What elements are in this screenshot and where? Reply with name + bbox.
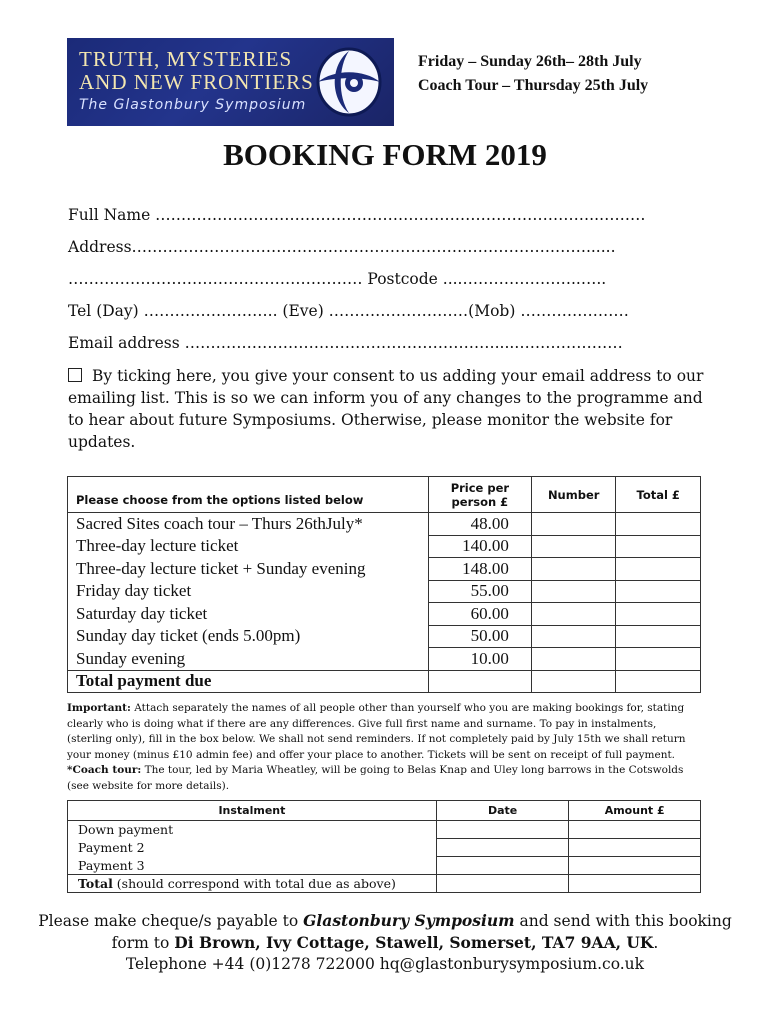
price-header: Price per person £ bbox=[428, 477, 531, 513]
option-number-cell[interactable] bbox=[531, 648, 616, 671]
payment-instructions bbox=[0, 910, 770, 975]
contact-details: Telephone +44 (0)1278 722000 hq@glastonburysymposium.co.uk bbox=[125, 955, 645, 973]
instalment-label: Payment 2 bbox=[68, 839, 437, 857]
instalment-date-cell[interactable] bbox=[436, 839, 569, 857]
option-number-cell[interactable] bbox=[531, 558, 616, 581]
symposium-dates: Friday – Sunday 26th– 28th July bbox=[418, 53, 642, 70]
consent-checkbox[interactable] bbox=[68, 368, 82, 382]
consent-text: By ticking here, you give your consent to us adding your email address to our emailing list. This is so we can inform you of any changes to the programme and to hear about future Symposiums. Otherwise, please monitor the website for updates. bbox=[68, 367, 704, 451]
option-total-cell[interactable] bbox=[616, 580, 701, 603]
logo-line-3: The Glastonbury Symposium bbox=[79, 97, 307, 113]
option-price: 50.00 bbox=[428, 625, 531, 648]
table-row bbox=[68, 535, 701, 558]
footer-line-1 bbox=[0, 910, 770, 932]
option-label: Sacred Sites coach tour – Thurs 26thJuly* bbox=[68, 513, 429, 536]
footer-text: form to bbox=[111, 934, 175, 952]
option-label: Saturday day ticket bbox=[68, 603, 429, 626]
full-name-field[interactable]: Full Name …………………………………………………………………………..……… bbox=[68, 206, 646, 224]
option-total-cell[interactable] bbox=[616, 558, 701, 581]
postal-address: Di Brown, Ivy Cottage, Stawell, Somerset, TA7 9AA, UK bbox=[174, 933, 654, 952]
table-row bbox=[68, 839, 701, 857]
total-price-cell bbox=[428, 670, 531, 693]
table-row bbox=[68, 821, 701, 839]
coach-tour-lead: *Coach tour: bbox=[67, 764, 142, 776]
instalment-total-date-cell[interactable] bbox=[436, 875, 569, 893]
page-title: BOOKING FORM 2019 bbox=[223, 137, 547, 172]
option-total-cell[interactable] bbox=[616, 535, 701, 558]
logo-line-1: TRUTH, MYSTERIES bbox=[79, 47, 293, 71]
option-total-cell[interactable] bbox=[616, 513, 701, 536]
instalment-label: Payment 3 bbox=[68, 857, 437, 875]
instalment-total-note: (should correspond with total due as above) bbox=[112, 876, 396, 891]
telephone-field[interactable]: Tel (Day) …………………….. (Eve) ………………………(Mob) ………………… bbox=[68, 302, 629, 320]
options-table bbox=[67, 476, 701, 693]
option-price: 55.00 bbox=[428, 580, 531, 603]
table-row bbox=[68, 580, 701, 603]
option-label: Sunday evening bbox=[68, 648, 429, 671]
instalment-table bbox=[67, 800, 701, 893]
address-field[interactable]: Address……………………………………………………………………….……...... bbox=[68, 238, 616, 256]
option-price: 10.00 bbox=[428, 648, 531, 671]
logo-line-2: AND NEW FRONTIERS bbox=[79, 70, 314, 94]
coach-tour-text: The tour, led by Maria Wheatley, will be going to Belas Knap and Uley long barrows in the Cotswolds (see website for more details). bbox=[67, 764, 684, 792]
options-header: Please choose from the options listed below bbox=[68, 477, 429, 513]
table-row bbox=[68, 857, 701, 875]
option-number-cell[interactable] bbox=[531, 603, 616, 626]
instalment-header-row bbox=[68, 801, 701, 821]
email-field[interactable]: Email address ……………………………………………………....………………… bbox=[68, 334, 623, 352]
consent-section bbox=[68, 365, 708, 453]
footer-text: Please make cheque/s payable to bbox=[38, 912, 304, 930]
total-payment-cell[interactable] bbox=[616, 670, 701, 693]
option-label: Three-day lecture ticket + Sunday evening bbox=[68, 558, 429, 581]
instalment-label: Down payment bbox=[68, 821, 437, 839]
table-row bbox=[68, 648, 701, 671]
symposium-logo bbox=[67, 38, 394, 126]
option-total-cell[interactable] bbox=[616, 625, 701, 648]
number-header: Number bbox=[531, 477, 616, 513]
instalment-amount-cell[interactable] bbox=[569, 839, 701, 857]
event-dates bbox=[418, 50, 708, 98]
amount-header: Amount £ bbox=[569, 801, 701, 821]
option-number-cell[interactable] bbox=[531, 625, 616, 648]
option-label: Sunday day ticket (ends 5.00pm) bbox=[68, 625, 429, 648]
instalment-total-row bbox=[68, 875, 701, 893]
instalment-amount-cell[interactable] bbox=[569, 857, 701, 875]
instalment-total-amount-cell[interactable] bbox=[569, 875, 701, 893]
table-row bbox=[68, 625, 701, 648]
table-row bbox=[68, 558, 701, 581]
spiral-eye-icon bbox=[316, 47, 382, 117]
instalment-header: Instalment bbox=[68, 801, 437, 821]
address-postcode-field[interactable]: ………………………………………………… Postcode ....…………………..….. bbox=[68, 270, 607, 288]
option-number-cell[interactable] bbox=[531, 535, 616, 558]
total-row bbox=[68, 670, 701, 693]
important-lead: Important: bbox=[67, 702, 131, 714]
option-label: Three-day lecture ticket bbox=[68, 535, 429, 558]
option-total-cell[interactable] bbox=[616, 648, 701, 671]
table-row bbox=[68, 603, 701, 626]
total-header: Total £ bbox=[616, 477, 701, 513]
coach-tour-date: Coach Tour – Thursday 25th July bbox=[418, 77, 649, 94]
total-number-cell bbox=[531, 670, 616, 693]
date-header: Date bbox=[436, 801, 569, 821]
option-price: 60.00 bbox=[428, 603, 531, 626]
option-total-cell[interactable] bbox=[616, 603, 701, 626]
instalment-total-bold: Total bbox=[78, 876, 113, 891]
instalment-amount-cell[interactable] bbox=[569, 821, 701, 839]
important-text: Attach separately the names of all people other than yourself who you are making bookings for, stating clearly who is doing what if there are any differences. Give full first name and surname. To pay in instalments, (sterling only), fill in the box below. We shall not send reminders. If not completely paid by July 15th we shall return your money (minus £10 admin fee) and offer your place to another. Tickets will be sent on receipt of full payment. bbox=[67, 702, 686, 761]
option-price: 148.00 bbox=[428, 558, 531, 581]
instalment-date-cell[interactable] bbox=[436, 821, 569, 839]
instalment-total-label bbox=[68, 875, 437, 893]
footer-text: and send with this booking bbox=[514, 912, 732, 930]
total-payment-label: Total payment due bbox=[68, 670, 429, 693]
table-row bbox=[68, 513, 701, 536]
option-label: Friday day ticket bbox=[68, 580, 429, 603]
important-notes bbox=[67, 701, 703, 794]
option-number-cell[interactable] bbox=[531, 513, 616, 536]
payee-name: Glastonbury Symposium bbox=[303, 911, 515, 930]
options-header-row bbox=[68, 477, 701, 513]
option-price: 48.00 bbox=[428, 513, 531, 536]
instalment-date-cell[interactable] bbox=[436, 857, 569, 875]
footer-text: . bbox=[653, 934, 659, 952]
footer-line-2 bbox=[0, 932, 770, 954]
option-price: 140.00 bbox=[428, 535, 531, 558]
option-number-cell[interactable] bbox=[531, 580, 616, 603]
